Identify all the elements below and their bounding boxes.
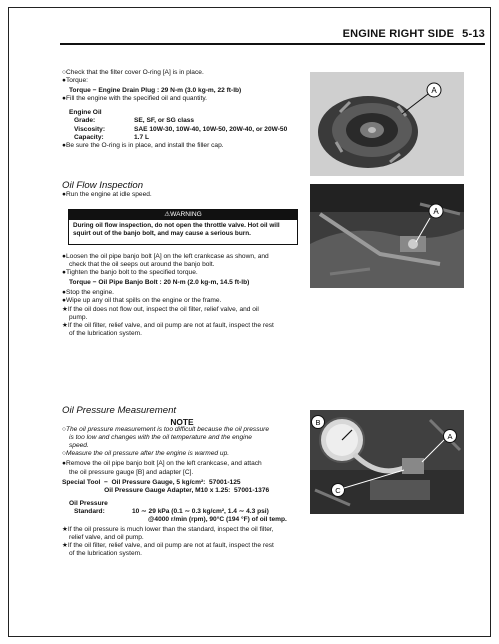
text-line: ★If the oil filter, relief valve, and oil pump are not at fault, inspect the rest xyxy=(62,542,274,550)
header-rule xyxy=(60,43,485,45)
figure-label: A xyxy=(447,432,453,441)
standard-row: Standard: 10 ∼ 29 kPa (0.1 ∼ 0.3 kg/cm², 1.4 ∼ 4.3 psi) @4000 r/min (rpm), 90°C (194 °F) of oil temp. xyxy=(74,507,287,524)
note-line: is too low and changes with the oil temperature and the engine xyxy=(69,434,252,442)
section-title: Oil Flow Inspection xyxy=(62,180,144,191)
spec-row: Viscosity: SAE 10W-30, 10W-40, 10W-50, 20W-40, or 20W-50 xyxy=(74,125,288,133)
text-line: of the lubrication system. xyxy=(69,550,142,558)
figure-label: A xyxy=(433,207,439,216)
text-line: ●Loosen the oil pipe banjo bolt [A] on the left crankcase as shown, and xyxy=(62,253,269,260)
text-line: ●Stop the engine. xyxy=(62,289,115,297)
note-line: ○Measure the oil pressure after the engine is warmed up. xyxy=(62,450,230,458)
engine-oil-heading: Engine Oil xyxy=(69,109,102,117)
warning-box xyxy=(68,209,298,245)
special-tool: Special Tool − Oil Pressure Gauge, 5 kg/cm²: 57001-125 xyxy=(62,478,241,486)
spec-row: Grade: SE, SF, or SG class xyxy=(74,117,195,125)
filter-cover-photo xyxy=(310,72,464,176)
page-header xyxy=(343,28,485,40)
text-line: ★If the oil does not flow out, inspect the oil filter, relief valve, and oil xyxy=(62,305,259,313)
text-line: of the lubrication system. xyxy=(69,329,142,337)
section-filter-cover xyxy=(62,69,302,150)
warning-label: ⚠WARNING xyxy=(69,210,297,220)
text-line: relief valve, and oil pump. xyxy=(69,534,144,542)
oil-pressure-heading: Oil Pressure xyxy=(69,499,108,507)
text-line: ●Fill the engine with the specified oil and quantity. xyxy=(62,95,207,103)
text-line: ●Remove the oil pipe banjo bolt [A] on the left crankcase, and attach xyxy=(62,460,262,468)
torque-spec: Torque − Engine Drain Plug : 29 N-m (3.0 kg-m, 22 ft-lb) xyxy=(69,87,242,95)
note-line: ○The oil pressure measurement is too difficult because the oil pressure xyxy=(62,426,270,434)
spec-row: Capacity: 1.7 L xyxy=(74,133,150,141)
text-line: the oil pressure gauge [B] and adapter [C]. xyxy=(69,468,194,476)
note-line: speed. xyxy=(69,442,89,450)
note-label: NOTE xyxy=(170,417,194,427)
text-line: ●Be sure the O-ring is in place, and install the filler cap. xyxy=(62,141,224,149)
special-tool: Oil Pressure Gauge Adapter, M10 x 1.25: 57001-1376 xyxy=(62,486,270,494)
figure-label: C xyxy=(335,486,341,495)
figure-label: B xyxy=(315,418,321,427)
text-line: ●Run the engine at idle speed. xyxy=(62,191,152,198)
text-line: check that the oil seeps out around the banjo bolt. xyxy=(69,261,215,269)
figure-label: A xyxy=(431,86,437,95)
text-line: ●Tighten the banjo bolt to the specified torque. xyxy=(62,269,198,277)
text-line: ○Check that the filter cover O-ring [A] is in place. xyxy=(62,69,204,76)
text-line: ★If the oil pressure is much lower than the standard, inspect the oil filter, xyxy=(62,526,274,534)
header-title: ENGINE RIGHT SIDE xyxy=(342,28,455,40)
text-line: ●Wipe up any oil that spills on the engine or the frame. xyxy=(62,297,222,305)
banjo-bolt-photo xyxy=(310,184,464,288)
text-line: ●Torque: xyxy=(62,77,88,85)
warning-text: During oil flow inspection, do not open the throttle valve. Hot oil will squirt out of the banjo bolt, and may cause a serious burn. xyxy=(73,222,280,237)
section-oil-flow-steps xyxy=(62,253,302,338)
section-oil-flow xyxy=(62,180,302,199)
page-number: 5-13 xyxy=(462,28,485,40)
pressure-gauge-photo xyxy=(310,410,464,514)
text-line: pump. xyxy=(69,313,88,321)
section-oil-pressure xyxy=(62,405,302,559)
text-line: ★If the oil filter, relief valve, and oil pump are not at fault, inspect the rest xyxy=(62,321,274,329)
section-title: Oil Pressure Measurement xyxy=(62,405,177,416)
torque-spec: Torque − Oil Pipe Banjo Bolt : 20 N-m (2.0 kg-m, 14.5 ft-lb) xyxy=(69,279,250,287)
